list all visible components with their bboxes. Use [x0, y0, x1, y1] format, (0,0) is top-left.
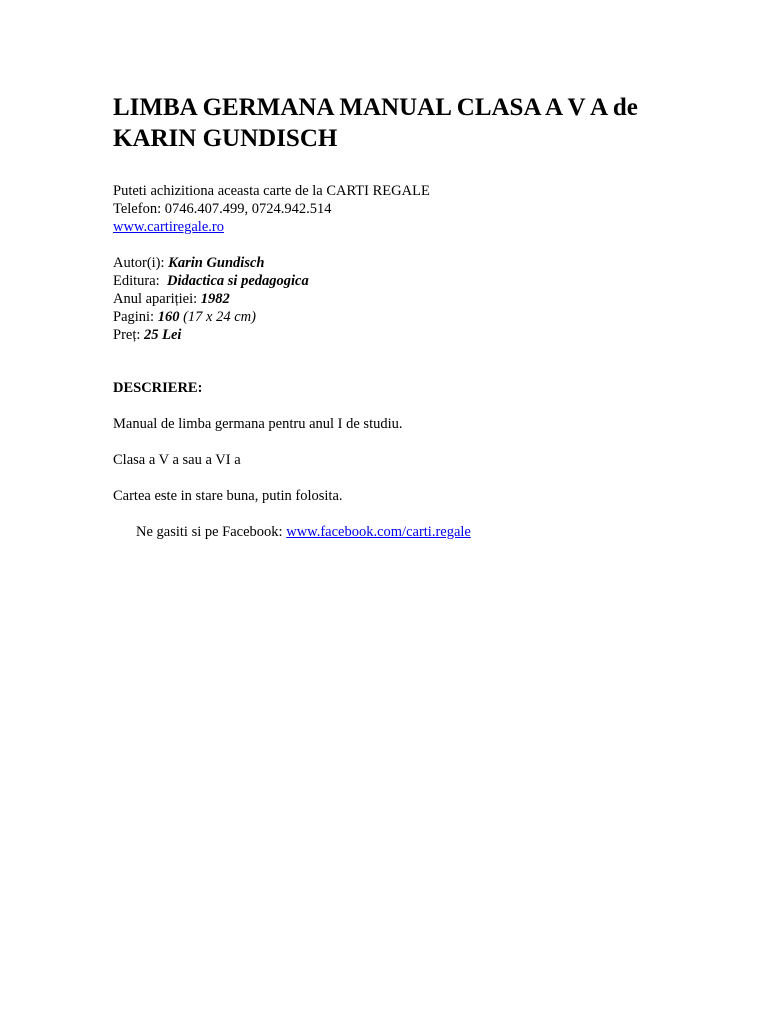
price-row	[113, 326, 309, 344]
publisher-label: Editura:	[113, 273, 160, 289]
facebook-text: Ne gasiti si pe Facebook:	[136, 524, 283, 540]
pages-label: Pagini:	[113, 309, 155, 325]
purchase-line: Puteti achizitiona aceasta carte de la CARTI REGALE	[113, 183, 430, 199]
contact-block	[113, 182, 430, 236]
year-label: Anul apariției:	[113, 291, 198, 307]
pages-size: (17 x 24 cm)	[183, 309, 256, 325]
pages-value: 160	[157, 309, 180, 325]
author-value: Karin Gundisch	[168, 255, 265, 271]
description-heading: DESCRIERE:	[113, 380, 203, 396]
document-title: LIMBA GERMANA MANUAL CLASA A V A de KARIN GUNDISCH	[113, 94, 638, 152]
author-row	[113, 254, 309, 272]
facebook-line	[136, 523, 471, 541]
description-paragraph-3: Cartea este in stare buna, putin folosita.	[113, 488, 343, 504]
price-label: Preț:	[113, 327, 141, 343]
description-paragraph-1: Manual de limba germana pentru anul I de studiu.	[113, 416, 403, 432]
facebook-link[interactable]: www.facebook.com/carti.regale	[286, 524, 471, 540]
price-value: 25 Lei	[144, 327, 182, 343]
book-details	[113, 254, 309, 344]
publisher-row	[113, 272, 309, 290]
pages-row	[113, 308, 309, 326]
website-link[interactable]: www.cartiregale.ro	[113, 219, 224, 235]
phone-line: Telefon: 0746.407.499, 0724.942.514	[113, 201, 332, 217]
description-paragraph-2: Clasa a V a sau a VI a	[113, 452, 241, 468]
publisher-value: Didactica si pedagogica	[166, 273, 309, 289]
year-row	[113, 290, 309, 308]
year-value: 1982	[200, 291, 230, 307]
author-label: Autor(i):	[113, 255, 165, 271]
